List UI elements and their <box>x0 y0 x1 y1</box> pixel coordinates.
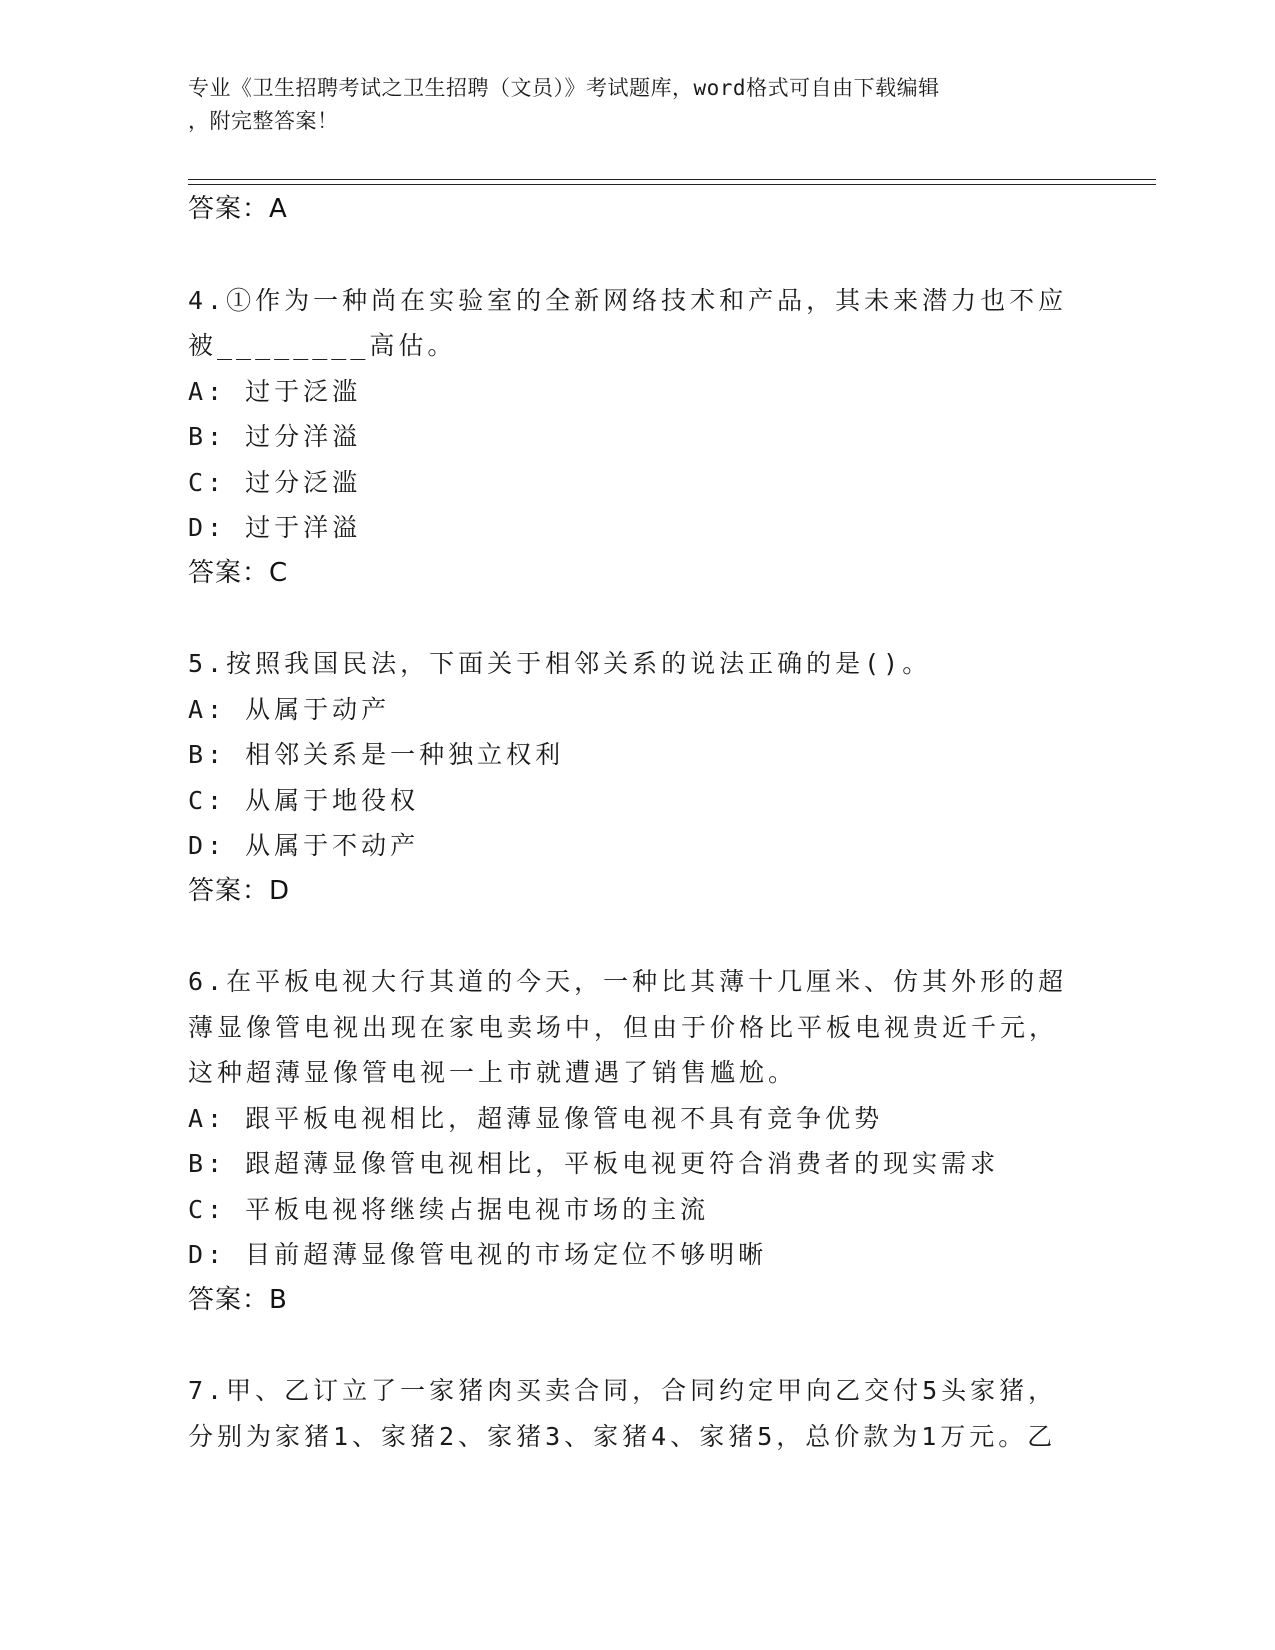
option-d: D: 从属于不动产 <box>188 831 420 860</box>
option-c: C: 过分泛滥 <box>188 467 362 497</box>
option-c: C: 平板电视将继续占据电视市场的主流 <box>188 1194 710 1224</box>
question-text-line: 7.甲、乙订立了一家猪肉买卖合同，合同约定甲向乙交付5头家猪， <box>188 1376 1058 1405</box>
answer-label: 答案：C <box>188 557 289 588</box>
header-rule-top <box>188 179 1156 180</box>
question-text-line: 薄显像管电视出现在家电卖场中，但由于价格比平板电视贵近千元， <box>188 1012 1059 1042</box>
option-b: B: 相邻关系是一种独立权利 <box>188 740 565 769</box>
question-4 <box>188 278 1088 597</box>
option-a: A: 过于泛滥 <box>188 376 362 406</box>
question-text-line: 这种超薄显像管电视一上市就遭遇了销售尴尬。 <box>188 1058 798 1087</box>
question-text-line: 6.在平板电视大行其道的今天，一种比其薄十几厘米、仿其外形的超 <box>188 967 1068 996</box>
option-c: C: 从属于地役权 <box>188 785 420 815</box>
header-rule-bottom <box>188 184 1156 185</box>
header-line-2: ，附完整答案！ <box>188 109 339 133</box>
question-text-line: 分别为家猪1、家猪2、家猪3、家猪4、家猪5，总价款为1万元。乙 <box>188 1421 1057 1451</box>
question-text-line: 5.按照我国民法，下面关于相邻关系的说法正确的是()。 <box>188 649 932 678</box>
option-d: D: 过于洋溢 <box>188 513 362 542</box>
question-5 <box>188 641 1088 914</box>
answer-previous: 答案：A <box>188 194 288 224</box>
question-7 <box>188 1368 1088 1459</box>
option-b: B: 跟超薄显像管电视相比，平板电视更符合消费者的现实需求 <box>188 1149 1000 1178</box>
option-a: A: 从属于动产 <box>188 694 391 724</box>
option-b: B: 过分洋溢 <box>188 422 362 451</box>
question-content <box>188 187 1088 1459</box>
page-header <box>188 72 1088 138</box>
answer-label: 答案：D <box>188 875 291 906</box>
answer-label: 答案：B <box>188 1284 288 1315</box>
option-d: D: 目前超薄显像管电视的市场定位不够明晰 <box>188 1240 768 1269</box>
question-6 <box>188 959 1088 1323</box>
header-line-1: 专业《卫生招聘考试之卫生招聘（文员）》考试题库，word格式可自由下载编辑 <box>188 76 940 100</box>
question-text-line: 4.①作为一种尚在实验室的全新网络技术和产品，其未来潜力也不应 <box>188 285 1068 315</box>
question-text-line: 被________高估。 <box>188 331 457 360</box>
option-a: A: 跟平板电视相比，超薄显像管电视不具有竞争优势 <box>188 1103 884 1133</box>
